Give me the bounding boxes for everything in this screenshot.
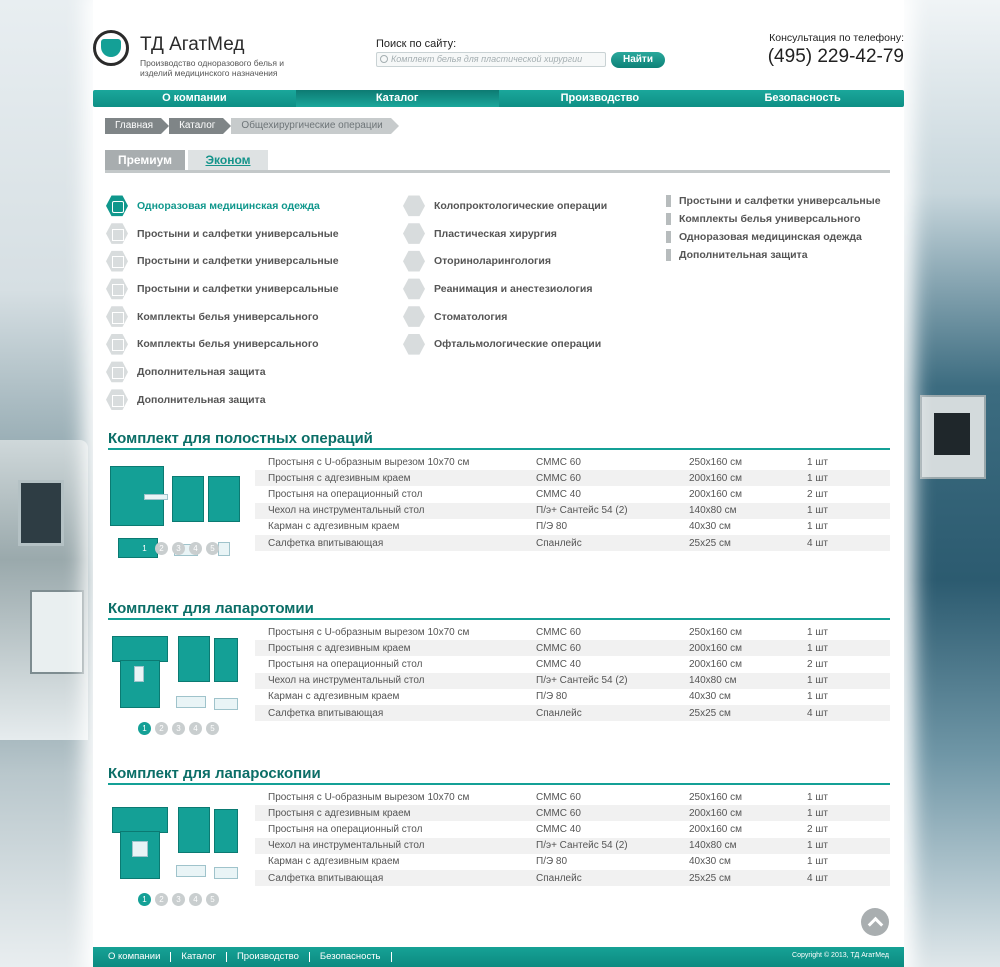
page-dot[interactable]: 4 bbox=[189, 893, 202, 906]
logo[interactable] bbox=[93, 30, 293, 78]
category-item[interactable]: Дополнительная защита bbox=[106, 386, 339, 414]
category-list-products bbox=[106, 192, 339, 414]
breadcrumb-home[interactable]: Главная bbox=[105, 118, 161, 134]
logo-title: ТД АгатМед bbox=[140, 34, 245, 55]
category-item[interactable]: Одноразовая медицинская одежда bbox=[666, 228, 881, 246]
kit-pagination bbox=[138, 893, 223, 906]
page-dot[interactable]: 3 bbox=[172, 542, 185, 555]
hexagon-icon bbox=[403, 250, 425, 272]
table-row: Салфетка впитывающая Спанлейс 25х25 см 4 шт bbox=[255, 870, 890, 886]
sheet-icon bbox=[106, 278, 128, 300]
main-nav bbox=[93, 90, 904, 107]
search-input[interactable] bbox=[376, 52, 606, 67]
page-dot[interactable]: 4 bbox=[189, 722, 202, 735]
kit-title: Комплект для лапаротомии bbox=[108, 600, 890, 620]
phone-number: (495) 229-42-79 bbox=[767, 46, 904, 67]
table-row: Простыня с U-образным вырезом 10х70 см СММС 60 250х160 см 1 шт bbox=[268, 456, 828, 468]
hexagon-icon bbox=[403, 195, 425, 217]
bullet-icon bbox=[666, 195, 671, 207]
tab-bar bbox=[105, 150, 271, 170]
table-row: Простыня на операционный стол СММС 40 200х160 см 2 шт bbox=[268, 658, 828, 670]
background-photo-right bbox=[904, 0, 1000, 967]
category-item[interactable]: Простыни и салфетки универсальные bbox=[106, 247, 339, 275]
nav-item-safety[interactable]: Безопасность bbox=[764, 92, 841, 104]
kit-title: Комплект для полостных операций bbox=[108, 430, 890, 450]
sheet-icon bbox=[106, 223, 128, 245]
copyright: Copyright © 2013, ТД АгатМед bbox=[792, 952, 889, 959]
page-dot[interactable]: 2 bbox=[155, 893, 168, 906]
sheet-icon bbox=[106, 250, 128, 272]
category-item[interactable]: Комплекты белья универсального bbox=[666, 210, 881, 228]
category-item[interactable]: Пластическая хирургия bbox=[403, 220, 607, 248]
page-dot[interactable]: 1 bbox=[138, 722, 151, 735]
page-dot[interactable]: 3 bbox=[172, 722, 185, 735]
kit-section bbox=[108, 600, 890, 733]
nav-item-production[interactable]: Производство bbox=[560, 92, 640, 104]
page-dot[interactable]: 4 bbox=[189, 542, 202, 555]
logo-subtitle: Производство одноразового белья и изделий медицинского назначения bbox=[140, 58, 285, 78]
category-item[interactable]: Оториноларингология bbox=[403, 247, 607, 275]
search-placeholder: Комплект белья для пластической хирургии bbox=[391, 54, 583, 64]
kit-table bbox=[255, 454, 890, 551]
linen-set-icon bbox=[106, 333, 128, 355]
kit-section bbox=[108, 430, 890, 553]
page-dot[interactable]: 3 bbox=[172, 893, 185, 906]
table-row: Салфетка впитывающая Спанлейс 25х25 см 4 шт bbox=[255, 535, 890, 551]
page-dot[interactable]: 1 bbox=[138, 542, 151, 555]
category-item[interactable]: Простыни и салфетки универсальные bbox=[106, 220, 339, 248]
search-label: Поиск по сайту: bbox=[376, 38, 457, 50]
category-item[interactable]: Колопроктологические операции bbox=[403, 192, 607, 220]
nav-item-catalog[interactable]: Каталог bbox=[296, 90, 499, 107]
logo-icon bbox=[93, 30, 129, 66]
table-row: Карман с адгезивным краем П/Э 80 40х30 см 1 шт bbox=[268, 691, 828, 703]
page-dot[interactable]: 5 bbox=[206, 893, 219, 906]
kit-table bbox=[255, 789, 890, 886]
table-row: Карман с адгезивным краем П/Э 80 40х30 см 1 шт bbox=[268, 521, 828, 533]
breadcrumb bbox=[105, 118, 399, 134]
linen-set-icon bbox=[106, 306, 128, 328]
table-row: Простыня с U-образным вырезом 10х70 см СММС 60 250х160 см 1 шт bbox=[268, 791, 828, 803]
medical-equipment-image bbox=[0, 440, 88, 740]
footer bbox=[93, 947, 904, 967]
hexagon-icon bbox=[403, 306, 425, 328]
hexagon-icon bbox=[403, 333, 425, 355]
category-item[interactable]: Стоматология bbox=[403, 303, 607, 331]
table-row: Простыня с адгезивным краем СММС 60 200х160 см 1 шт bbox=[255, 640, 890, 656]
page-dot[interactable]: 1 bbox=[138, 893, 151, 906]
search-button[interactable]: Найти bbox=[611, 52, 665, 68]
kit-image[interactable] bbox=[110, 626, 240, 726]
chevron-up-icon bbox=[868, 917, 884, 933]
protection-icon bbox=[106, 361, 128, 383]
footer-link-safety[interactable]: Безопасность bbox=[310, 952, 392, 962]
category-item[interactable]: Простыни и салфетки универсальные bbox=[106, 275, 339, 303]
bullet-icon bbox=[666, 213, 671, 225]
footer-link-catalog[interactable]: Каталог bbox=[171, 952, 227, 962]
shirt-icon bbox=[106, 195, 128, 217]
kit-image[interactable] bbox=[110, 456, 240, 556]
page-dot[interactable]: 2 bbox=[155, 542, 168, 555]
category-item[interactable]: Комплекты белья универсального bbox=[106, 330, 339, 358]
monitor-image bbox=[920, 395, 986, 479]
table-row: Чехол на инструментальный стол П/э+ Сантейс 54 (2) 140х80 см 1 шт bbox=[255, 673, 890, 689]
page-dot[interactable]: 5 bbox=[206, 722, 219, 735]
background-photo-left bbox=[0, 0, 95, 967]
page-content bbox=[93, 0, 904, 967]
category-item[interactable]: Дополнительная защита bbox=[666, 246, 881, 264]
nav-item-company[interactable]: О компании bbox=[162, 92, 227, 104]
kit-pagination bbox=[138, 722, 223, 735]
tab-premium[interactable]: Премиум bbox=[105, 150, 185, 170]
bullet-icon bbox=[666, 231, 671, 243]
table-row: Простыня с U-образным вырезом 10х70 см СММС 60 250х160 см 1 шт bbox=[268, 626, 828, 638]
footer-link-production[interactable]: Производство bbox=[227, 952, 310, 962]
table-row: Простыня с адгезивным краем СММС 60 200х160 см 1 шт bbox=[255, 470, 890, 486]
category-list-secondary bbox=[666, 192, 881, 264]
category-item[interactable]: Комплекты белья универсального bbox=[106, 303, 339, 331]
category-item[interactable]: Офтальмологические операции bbox=[403, 330, 607, 358]
table-row: Простыня на операционный стол СММС 40 200х160 см 2 шт bbox=[268, 488, 828, 500]
scroll-top-button[interactable] bbox=[861, 908, 889, 936]
kit-table bbox=[255, 624, 890, 721]
kit-image[interactable] bbox=[110, 791, 240, 891]
tab-underline bbox=[105, 170, 890, 173]
kit-pagination bbox=[138, 542, 223, 555]
table-row: Чехол на инструментальный стол П/э+ Сантейс 54 (2) 140х80 см 1 шт bbox=[255, 503, 890, 519]
category-item[interactable]: Дополнительная защита bbox=[106, 358, 339, 386]
category-list-operations bbox=[403, 192, 607, 358]
kit-section bbox=[108, 765, 890, 904]
phone-label: Консультация по телефону: bbox=[769, 32, 904, 44]
kit-title: Комплект для лапароскопии bbox=[108, 765, 890, 785]
category-item[interactable]: Простыни и салфетки универсальные bbox=[666, 192, 881, 210]
table-row: Простыня на операционный стол СММС 40 200х160 см 2 шт bbox=[268, 823, 828, 835]
protection-icon bbox=[106, 389, 128, 411]
page-dot[interactable]: 5 bbox=[206, 542, 219, 555]
page-dot[interactable]: 2 bbox=[155, 722, 168, 735]
bullet-icon bbox=[666, 249, 671, 261]
category-item[interactable]: Реанимация и анестезиология bbox=[403, 275, 607, 303]
table-row: Карман с адгезивным краем П/Э 80 40х30 см 1 шт bbox=[268, 856, 828, 868]
footer-link-company[interactable]: О компании bbox=[93, 952, 171, 962]
search-icon bbox=[380, 55, 388, 63]
tab-econom[interactable]: Эконом bbox=[188, 150, 268, 170]
category-item[interactable]: Одноразовая медицинская одежда bbox=[106, 192, 339, 220]
breadcrumb-catalog[interactable]: Каталог bbox=[169, 118, 223, 134]
table-row: Салфетка впитывающая Спанлейс 25х25 см 4 шт bbox=[255, 705, 890, 721]
table-row: Простыня с адгезивным краем СММС 60 200х160 см 1 шт bbox=[255, 805, 890, 821]
hexagon-icon bbox=[403, 223, 425, 245]
breadcrumb-current: Общехирургические операции bbox=[231, 118, 390, 134]
table-row: Чехол на инструментальный стол П/э+ Сантейс 54 (2) 140х80 см 1 шт bbox=[255, 838, 890, 854]
hexagon-icon bbox=[403, 278, 425, 300]
